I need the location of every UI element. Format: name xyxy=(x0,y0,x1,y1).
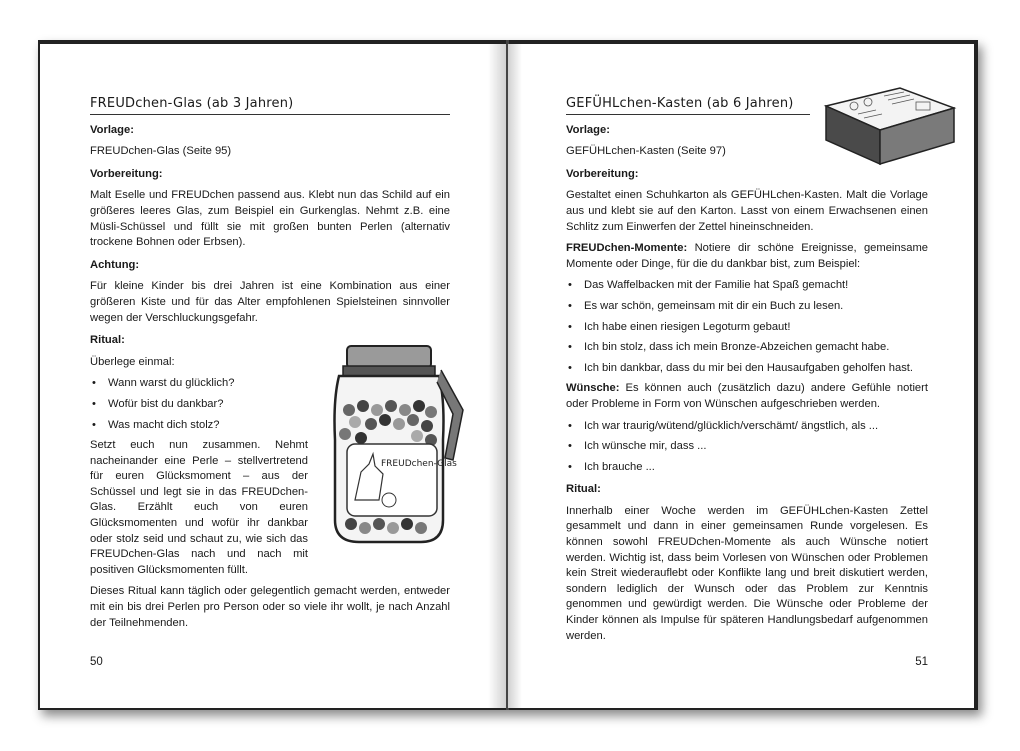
box-illustration xyxy=(818,68,958,168)
section-heading: Ritual: xyxy=(566,483,601,496)
list-item: • Wofür bist du dankbar? xyxy=(90,397,308,413)
inline-heading: FREUDchen-Momente: xyxy=(566,242,688,255)
page-number: 50 xyxy=(90,656,103,668)
page-number: 51 xyxy=(915,656,928,668)
paragraph: Setzt euch nun zusammen. Nehmt nacheinander eine Perle – stellvertretend für euren Glücksmoment – aus der Schüssel und legt sie in das FREUDchen-Glas. Erzählt euch von euren Glücksmomenten und wofür ihr dankbar oder stolz seid und schaut zu, wie sich das FREUDchen-Glas nach und nach mit positiven Glücksmomenten füllt. xyxy=(90,439,308,576)
section-heading: Ritual: xyxy=(90,334,125,347)
section-heading: Vorlage: xyxy=(90,123,134,136)
list-item: • Wann warst du glücklich? xyxy=(90,376,308,392)
paragraph: GEFÜHLchen-Kasten (Seite 97) xyxy=(566,145,726,158)
paragraph: Überlege einmal: xyxy=(90,355,175,368)
open-book xyxy=(38,40,978,710)
list-item: • Es war schön, gemeinsam mit dir ein Buch zu lesen. xyxy=(566,299,928,315)
list-item: • Was macht dich stolz? xyxy=(90,418,308,434)
page-title: FREUDchen-Glas (ab 3 Jahren) xyxy=(90,96,450,115)
list-item: • Ich bin stolz, dass ich mein Bronze-Abzeichen gemacht habe. xyxy=(566,340,928,356)
paragraph: Wünsche: Es können auch (zusätzlich dazu) andere Gefühle notiert oder Probleme in Form von Wünschen aufgeschrieben werden. xyxy=(566,382,928,410)
paragraph: Für kleine Kinder bis drei Jahren ist eine Kombination aus einer größeren Kiste und für das Alter empfohlenen Spielsteinen sinnvoller wegen der Verschluckungsgefahr. xyxy=(90,280,450,324)
list-item: • Ich war traurig/wütend/glücklich/verschämt/ ängstlich, als ... xyxy=(566,419,928,435)
paragraph: FREUDchen-Glas (Seite 95) xyxy=(90,145,232,158)
list-item: • Ich bin dankbar, dass du mir bei den Hausaufgaben geholfen hast. xyxy=(566,361,928,377)
paragraph: Innerhalb einer Woche werden im GEFÜHLchen-Kasten Zettel gesammelt und dann in einer gemeinsamen Runde vorgelesen. Es können sowohl FREUDchen-Momente als auch Wünsche notiert werden. Wichtig ist, dass beim Vorlesen von Wünschen oder Problemen kein Streit wiederauflebt oder Konflikte lang und breit diskutiert werden, sondern lediglich der Wunsch oder das Problem zur Kenntnis genommen und gewürdigt werden. Die Wünsche oder Probleme der Kinder können als Impulse für späteren Handlungsbedarf aufgenommen werden. xyxy=(566,504,928,642)
section-heading: Achtung: xyxy=(90,258,140,271)
section-heading: Vorbereitung: xyxy=(90,167,163,180)
list-item: • Ich wünsche mir, dass ... xyxy=(566,439,928,455)
list-item: • Ich brauche ... xyxy=(566,460,928,476)
list-item: • Das Waffelbacken mit der Familie hat Spaß gemacht! xyxy=(566,278,928,294)
left-page xyxy=(40,44,506,708)
list-item: • Ich habe einen riesigen Legoturm gebaut! xyxy=(566,320,928,336)
page-title: GEFÜHLchen-Kasten (ab 6 Jahren) xyxy=(566,96,810,115)
paragraph: Dieses Ritual kann täglich oder gelegentlich gemacht werden, entweder mit ein bis drei Perlen pro Person oder so viele ihr wollt, je nach Anzahl der Teilnehmenden. xyxy=(90,585,450,629)
right-page-content xyxy=(566,96,928,650)
question-list xyxy=(90,376,308,433)
wuensche-list xyxy=(566,419,928,476)
paragraph: Gestaltet einen Schuhkarton als GEFÜHLchen-Kasten. Malt die Vorlage aus und klebt sie auf den Karton. Lasst von einem Erwachsenen einen Schlitz zum Einwerfen der Zettel hineinschneiden. xyxy=(566,189,928,233)
paragraph: FREUDchen-Momente: Notiere dir schöne Ereignisse, gemeinsame Momente oder Dinge, für die du dankbar bist, zum Beispiel: xyxy=(566,242,929,270)
inline-heading: Wünsche: xyxy=(566,382,620,395)
jar-illustration xyxy=(325,340,465,550)
section-heading: Vorlage: xyxy=(566,123,610,136)
section-heading: Vorbereitung: xyxy=(566,167,639,180)
momente-list xyxy=(566,278,928,376)
paragraph: Malt Eselle und FREUDchen passend aus. Klebt nun das Schild auf ein größeres leeres Glas, zum Beispiel ein Gurkenglas. Nehmt z.B. eine Müsli-Schüssel und füllt sie mit großen bunten Perlen (alternativ trockene Bohnen oder Erbsen). xyxy=(90,189,450,249)
jar-label: FREUDchen-Glas xyxy=(381,459,457,469)
right-page xyxy=(508,44,974,708)
